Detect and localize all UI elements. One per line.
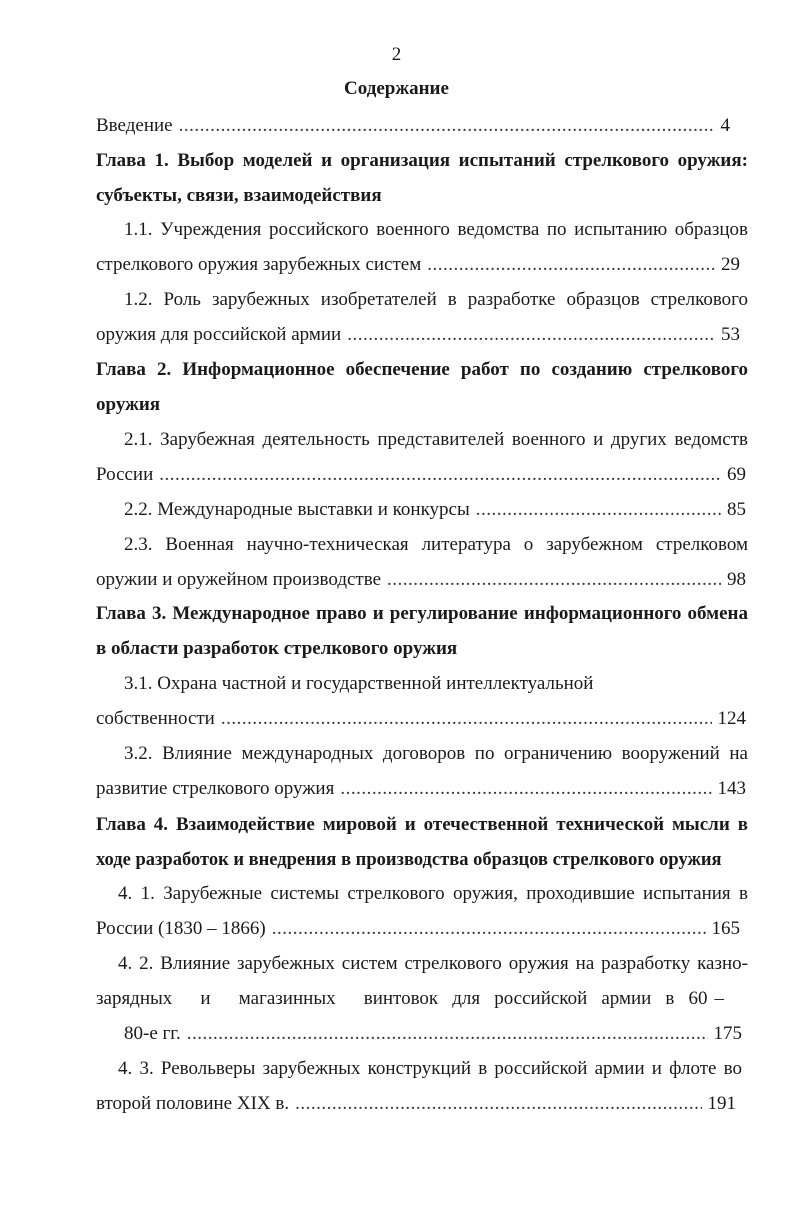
toc-entry-2-1-line2[interactable] [96,461,746,489]
toc-entry-4-3-line2[interactable] [96,1090,736,1118]
toc-page: 165 [711,918,740,939]
toc-chapter-1-line2[interactable]: субъекты, связи, взаимодействия [96,185,382,206]
toc-leader [159,461,721,489]
toc-leader [476,496,721,524]
toc-leader [347,321,715,349]
toc-page: 175 [713,1023,742,1044]
toc-leader [340,775,711,803]
toc-entry-2-3-line1[interactable]: 2.3. Военная научно-техническая литература о зарубежном стрелковом [124,534,748,555]
toc-page: 4 [720,115,730,136]
toc-entry-2-3-line2[interactable] [96,566,746,594]
toc-page: 143 [717,778,746,799]
toc-page: 124 [717,708,746,729]
toc-chapter-2-line2[interactable]: оружия [96,394,161,415]
toc-leader [187,1020,708,1048]
page-number: 2 [391,44,402,65]
page-title: Содержание [344,78,449,99]
toc-page: 69 [727,464,746,485]
toc-entry-4-2-line1[interactable]: 4. 2. Влияние зарубежных систем стрелкового оружия на разработку казно- [118,953,748,974]
toc-page: 53 [721,324,740,345]
toc-entry-3-1-line2[interactable] [96,705,746,733]
toc-page: 85 [727,499,746,520]
toc-leader [295,1090,701,1118]
toc-page: 29 [721,254,740,275]
toc-label: развитие стрелкового оружия [96,778,335,799]
toc-entry-3-2-line2[interactable] [96,775,746,803]
toc-chapter-4-line2[interactable]: ходе разработок и внедрения в производства образцов стрелкового оружия [96,850,722,870]
toc-leader [221,705,712,733]
toc-label: Введение [96,115,173,136]
toc-entry-intro[interactable] [96,112,730,140]
toc-label: стрелкового оружия зарубежных систем [96,254,422,275]
toc-label: России (1830 – 1866) [96,918,266,939]
toc-entry-1-1-line1[interactable]: 1.1. Учреждения российского военного ведомства по испытанию образцов [124,219,748,240]
toc-label: оружия для российской армии [96,324,342,345]
toc-entry-1-2-line1[interactable]: 1.2. Роль зарубежных изобретателей в разработке образцов стрелкового [124,289,748,310]
toc-label: 80-е гг. [124,1023,181,1044]
toc-entry-1-1-line2[interactable] [96,251,740,279]
toc-entry-2-1-line1[interactable]: 2.1. Зарубежная деятельность представителей военного и других ведомств [124,429,748,450]
toc-chapter-4-line1[interactable]: Глава 4. Взаимодействие мировой и отечественной технической мысли в [96,814,748,835]
toc-leader [179,112,715,140]
toc-entry-1-2-line2[interactable] [96,321,740,349]
toc-chapter-1-line1[interactable]: Глава 1. Выбор моделей и организация испытаний стрелкового оружия: [96,150,748,171]
toc-leader [272,915,706,943]
toc-leader [387,566,721,594]
toc-label: России [96,464,154,485]
toc-page: 98 [727,569,746,590]
toc-label: оружии и оружейном производстве [96,569,382,590]
toc-entry-4-2-line2[interactable]: зарядных и магазинных винтовок для российской армии в 60 – [96,988,724,1009]
toc-entry-4-2-line3[interactable] [124,1020,742,1048]
toc-chapter-3-line2[interactable]: в области разработок стрелкового оружия [96,638,458,659]
toc-entry-2-2[interactable] [124,496,746,524]
toc-entry-3-1-line1[interactable]: 3.1. Охрана частной и государственной интеллектуальной [124,673,594,694]
toc-entry-4-3-line1[interactable]: 4. 3. Револьверы зарубежных конструкций в российской армии и флоте во [118,1058,742,1079]
toc-page: 191 [707,1093,736,1114]
toc-label: собственности [96,708,215,729]
toc-leader [427,251,715,279]
toc-label: 2.2. Международные выставки и конкурсы [124,499,470,520]
toc-entry-4-1-line1[interactable]: 4. 1. Зарубежные системы стрелкового оружия, проходившие испытания в [118,883,748,904]
toc-chapter-2-line1[interactable]: Глава 2. Информационное обеспечение работ по созданию стрелкового [96,359,748,380]
toc-entry-4-1-line2[interactable] [96,915,740,943]
toc-chapter-3-line1[interactable]: Глава 3. Международное право и регулирование информационного обмена [96,603,748,624]
toc-label: второй половине XIX в. [96,1093,290,1114]
toc-entry-3-2-line1[interactable]: 3.2. Влияние международных договоров по ограничению вооружений на [124,743,748,764]
